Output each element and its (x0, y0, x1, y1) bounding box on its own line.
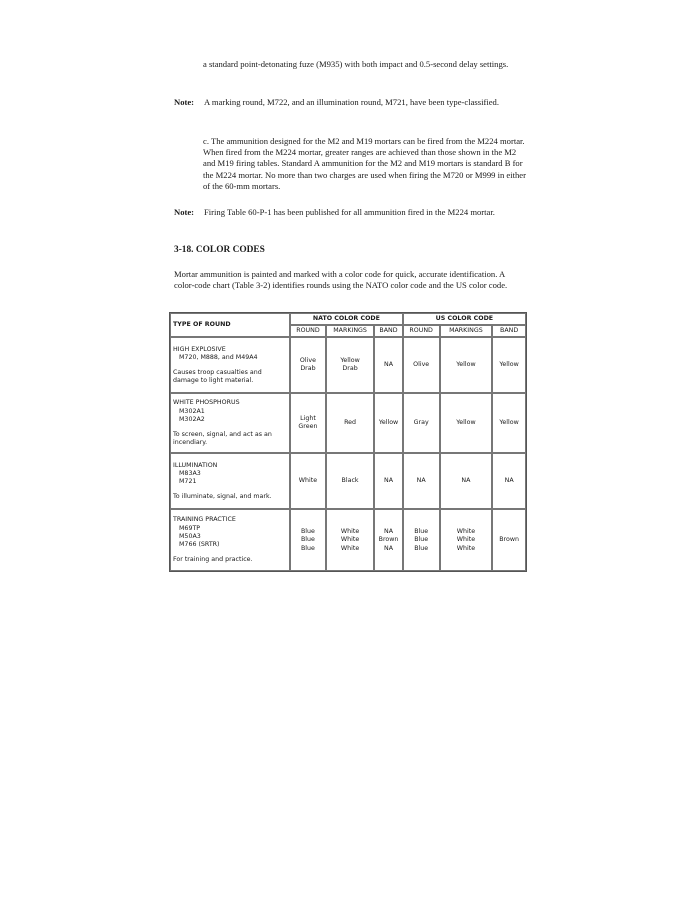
color-value: Yellow (340, 357, 360, 365)
color-value: Light (300, 415, 316, 423)
us-round-cell (403, 509, 440, 571)
color-value: Yellow (499, 361, 519, 369)
round-description: To illuminate, signal, and mark. (173, 493, 272, 501)
us-round-header: ROUND (403, 325, 440, 337)
color-value: White (340, 536, 360, 544)
round-type-name: ILLUMINATION (173, 461, 218, 469)
note-label: Note: (174, 207, 195, 217)
color-value: Gray (413, 419, 429, 427)
color-value: Blue (300, 536, 315, 544)
round-model: M302A1 (179, 407, 205, 415)
us-band-cell (492, 337, 526, 393)
round-model: M69TP (179, 524, 201, 532)
color-value: White (340, 528, 360, 536)
us-markings-cell (440, 393, 493, 453)
color-value: NA (384, 361, 394, 369)
section-heading: 3-18. COLOR CODES (174, 245, 265, 255)
color-value: NA (384, 477, 394, 485)
color-value: Yellow (456, 361, 476, 369)
nato-band-cell (374, 509, 402, 571)
color-value: NA (384, 528, 394, 536)
us-markings-header: MARKINGS (440, 325, 493, 337)
table-row (170, 393, 526, 453)
color-value: Blue (414, 544, 429, 552)
table-row (170, 509, 526, 571)
round-type-cell (170, 337, 290, 393)
round-type-name: TRAINING PRACTICE (173, 516, 236, 524)
round-type-cell (170, 393, 290, 453)
color-value: Brown (378, 536, 399, 544)
nato-markings-cell (326, 337, 374, 393)
nato-round-cell (290, 337, 326, 393)
us-band-cell (492, 393, 526, 453)
color-value: Brown (499, 536, 519, 544)
paragraph-fuze: a standard point-detonating fuze (M935) with both impact and 0.5-second delay settings. (203, 59, 509, 69)
color-value: White (456, 544, 476, 552)
round-model: M83A3 (179, 469, 201, 477)
table-row (170, 453, 526, 509)
nato-color-code-header: NATO COLOR CODE (290, 313, 403, 325)
color-value: Drab (342, 365, 358, 373)
color-value: White (456, 536, 476, 544)
nato-band-header: BAND (374, 325, 402, 337)
us-band-cell (492, 453, 526, 509)
color-value: White (340, 544, 360, 552)
color-value: NA (384, 544, 394, 552)
nato-round-cell (290, 453, 326, 509)
color-value: Blue (300, 544, 315, 552)
intro-paragraph: Mortar ammunition is painted and marked with a color code for quick, accurate identification. A color-code chart (Table 3-2) identifies rounds using the NATO color code and the US color code. (174, 269, 508, 291)
color-value: Yellow (378, 419, 399, 427)
round-model: M721 (179, 477, 197, 485)
table-row (170, 337, 526, 393)
nato-round-cell (290, 509, 326, 571)
round-type-cell (170, 453, 290, 509)
color-value: Yellow (499, 419, 519, 427)
note-text: Firing Table 60-P-1 has been published for all ammunition fired in the M224 mortar. (204, 207, 495, 217)
round-description: To screen, signal, and act as an incendiary. (173, 431, 272, 447)
us-markings-cell (440, 337, 493, 393)
paragraph-c-ammunition: c. The ammunition designed for the M2 and M19 mortars can be fired from the M224 mortar. When fired from the M224 mortar, greater ranges are achieved than those shown in the M2 and M19 firing tables. Standard A ammunition for the M2 and M19 mortars is standard B for the M224 mortar. No more than two charges are used when firing the M720 or M999 in either of the 60-mm mortars. (203, 136, 526, 191)
color-value: White (298, 477, 318, 485)
us-band-cell (492, 509, 526, 571)
nato-markings-cell (326, 509, 374, 571)
type-of-round-header: TYPE OF ROUND (170, 313, 290, 337)
color-value: Black (341, 477, 359, 485)
round-model: M302A2 (179, 415, 205, 423)
us-markings-cell (440, 509, 493, 571)
round-model: M720, M888, and M49A4 (179, 353, 258, 361)
us-band-header: BAND (492, 325, 526, 337)
color-value: Blue (414, 528, 429, 536)
color-value: White (456, 528, 476, 536)
note-text: A marking round, M722, and an illumination round, M721, have been type-classified. (204, 97, 499, 107)
us-round-cell (403, 393, 440, 453)
color-value: NA (416, 477, 426, 485)
us-markings-cell (440, 453, 493, 509)
round-type-cell (170, 509, 290, 571)
nato-round-cell (290, 393, 326, 453)
color-value: NA (504, 477, 514, 485)
nato-band-cell (374, 337, 402, 393)
color-value: NA (461, 477, 471, 485)
color-value: Blue (414, 536, 429, 544)
round-description: Causes troop casualties and damage to light material. (173, 368, 262, 385)
us-color-code-header: US COLOR CODE (403, 313, 526, 325)
round-type-name: HIGH EXPLOSIVE (173, 345, 226, 353)
nato-markings-cell (326, 393, 374, 453)
nato-round-header: ROUND (290, 325, 326, 337)
nato-band-cell (374, 393, 402, 453)
round-type-name: WHITE PHOSPHORUS (173, 399, 240, 407)
table-group-header-row (170, 313, 526, 325)
nato-markings-header: MARKINGS (326, 325, 374, 337)
note-label: Note: (174, 97, 195, 107)
color-value: Drab (300, 365, 316, 373)
color-code-table (169, 312, 527, 572)
us-round-cell (403, 337, 440, 393)
color-value: Red (344, 419, 357, 427)
round-description: For training and practice. (173, 556, 253, 564)
round-model: M766 (SRTR) (179, 541, 220, 548)
color-value: Olive (299, 357, 316, 365)
color-value: Green (298, 423, 318, 431)
nato-band-cell (374, 453, 402, 509)
color-value: Blue (300, 528, 315, 536)
round-model: M50A3 (179, 532, 201, 540)
color-value: Olive (413, 361, 430, 369)
nato-markings-cell (326, 453, 374, 509)
us-round-cell (403, 453, 440, 509)
color-value: Yellow (456, 419, 476, 427)
